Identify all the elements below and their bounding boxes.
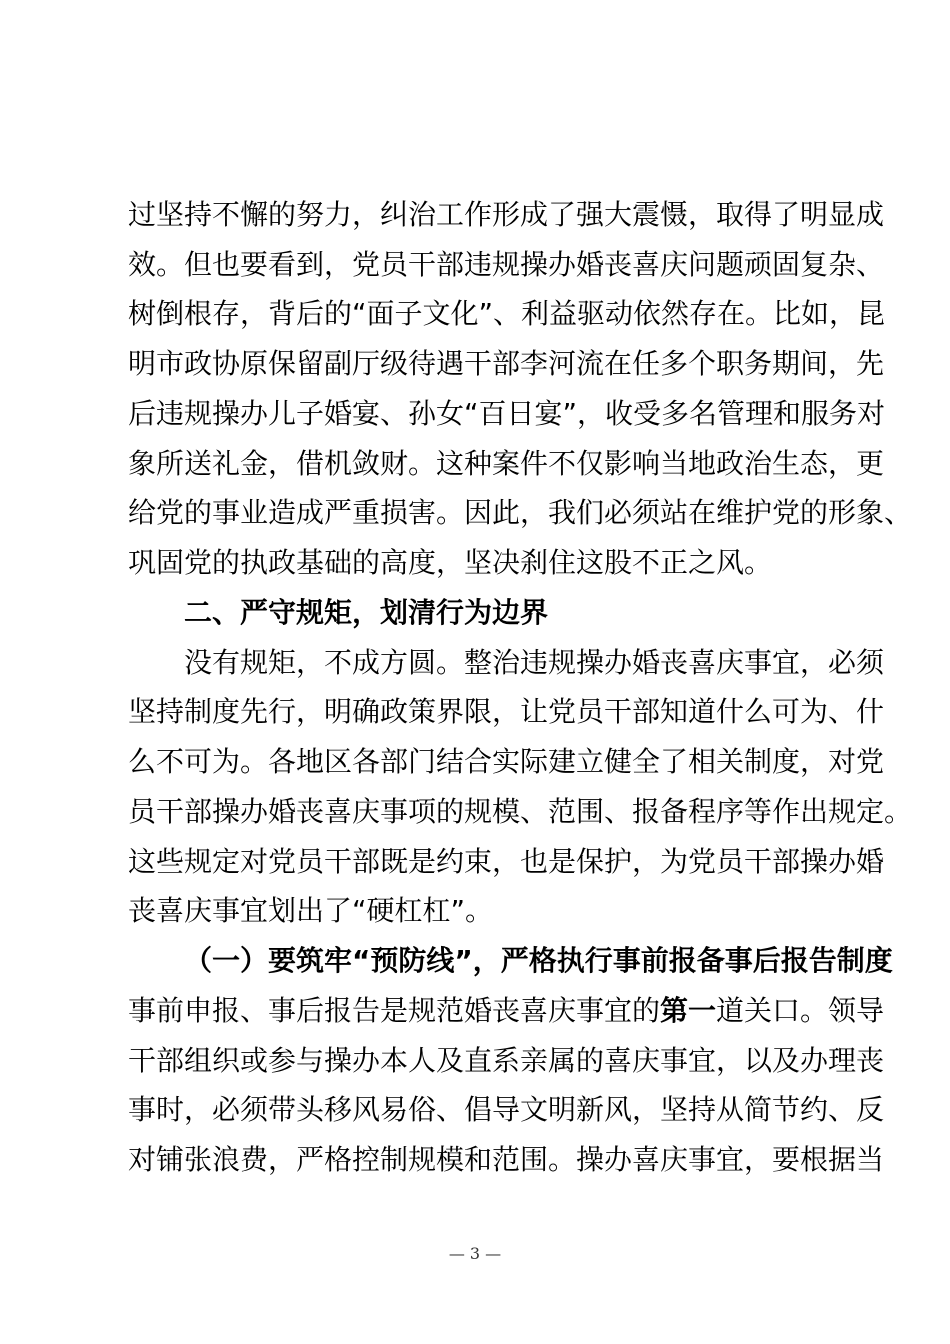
line-text-part: 道关口。领导 bbox=[716, 994, 885, 1027]
paragraph-line: 对铺张浪费，严格控制规模和范围。操办喜庆事宜，要根据当 bbox=[128, 1143, 885, 1176]
emphasis-text: 第一 bbox=[660, 994, 717, 1027]
paragraph-line: 没有规矩，不成方圆。整治违规操办婚丧喜庆事宜，必须 bbox=[184, 646, 885, 679]
paragraph-line: 巩固党的执政基础的高度，坚决刹住这股不正之风。 bbox=[128, 546, 773, 579]
paragraph-line bbox=[128, 993, 885, 1029]
paragraph-line: 丧喜庆事宜划出了“硬杠杠”。 bbox=[128, 894, 494, 927]
paragraph-line: 坚持制度先行，明确政策界限，让党员干部知道什么可为、什 bbox=[128, 695, 885, 728]
subsection-heading: （一）要筑牢“预防线”，严格执行事前报备事后报告制度 bbox=[184, 944, 893, 977]
paragraph-line: 树倒根存，背后的“面子文化”、利益驱动依然存在。比如，昆 bbox=[128, 297, 886, 330]
line-text-part: 事前申报、事后报告是规范婚丧喜庆事宜的 bbox=[128, 994, 661, 1027]
paragraph-line: 给党的事业造成严重损害。因此，我们必须站在维护党的形象、 bbox=[128, 496, 913, 529]
paragraph-line: 后违规操办儿子婚宴、孙女“百日宴”，收受多名管理和服务对 bbox=[128, 397, 886, 430]
paragraph-line: 员干部操办婚丧喜庆事项的规模、范围、报备程序等作出规定。 bbox=[128, 795, 913, 828]
paragraph-line: 过坚持不懈的努力，纠治工作形成了强大震慑，取得了明显成 bbox=[128, 198, 885, 231]
paragraph-line: 事时，必须带头移风易俗、倡导文明新风，坚持从简节约、反 bbox=[128, 1093, 885, 1126]
paragraph-line: 明市政协原保留副厅级待遇干部李河流在任多个职务期间，先 bbox=[128, 347, 885, 380]
section-heading: 二、严守规矩，划清行为边界 bbox=[184, 596, 549, 629]
paragraph-line: 效。但也要看到，党员干部违规操办婚丧喜庆问题顽固复杂、 bbox=[128, 248, 885, 281]
paragraph-line: 么不可为。各地区各部门结合实际建立健全了相关制度，对党 bbox=[128, 745, 885, 778]
paragraph-line: 这些规定对党员干部既是约束，也是保护，为党员干部操办婚 bbox=[128, 845, 885, 878]
paragraph-line: 干部组织或参与操办本人及直系亲属的喜庆事宜，以及办理丧 bbox=[128, 1044, 885, 1077]
page-number: — 3 — bbox=[448, 1244, 502, 1263]
paragraph-line: 象所送礼金，借机敛财。这种案件不仅影响当地政治生态，更 bbox=[128, 447, 885, 480]
